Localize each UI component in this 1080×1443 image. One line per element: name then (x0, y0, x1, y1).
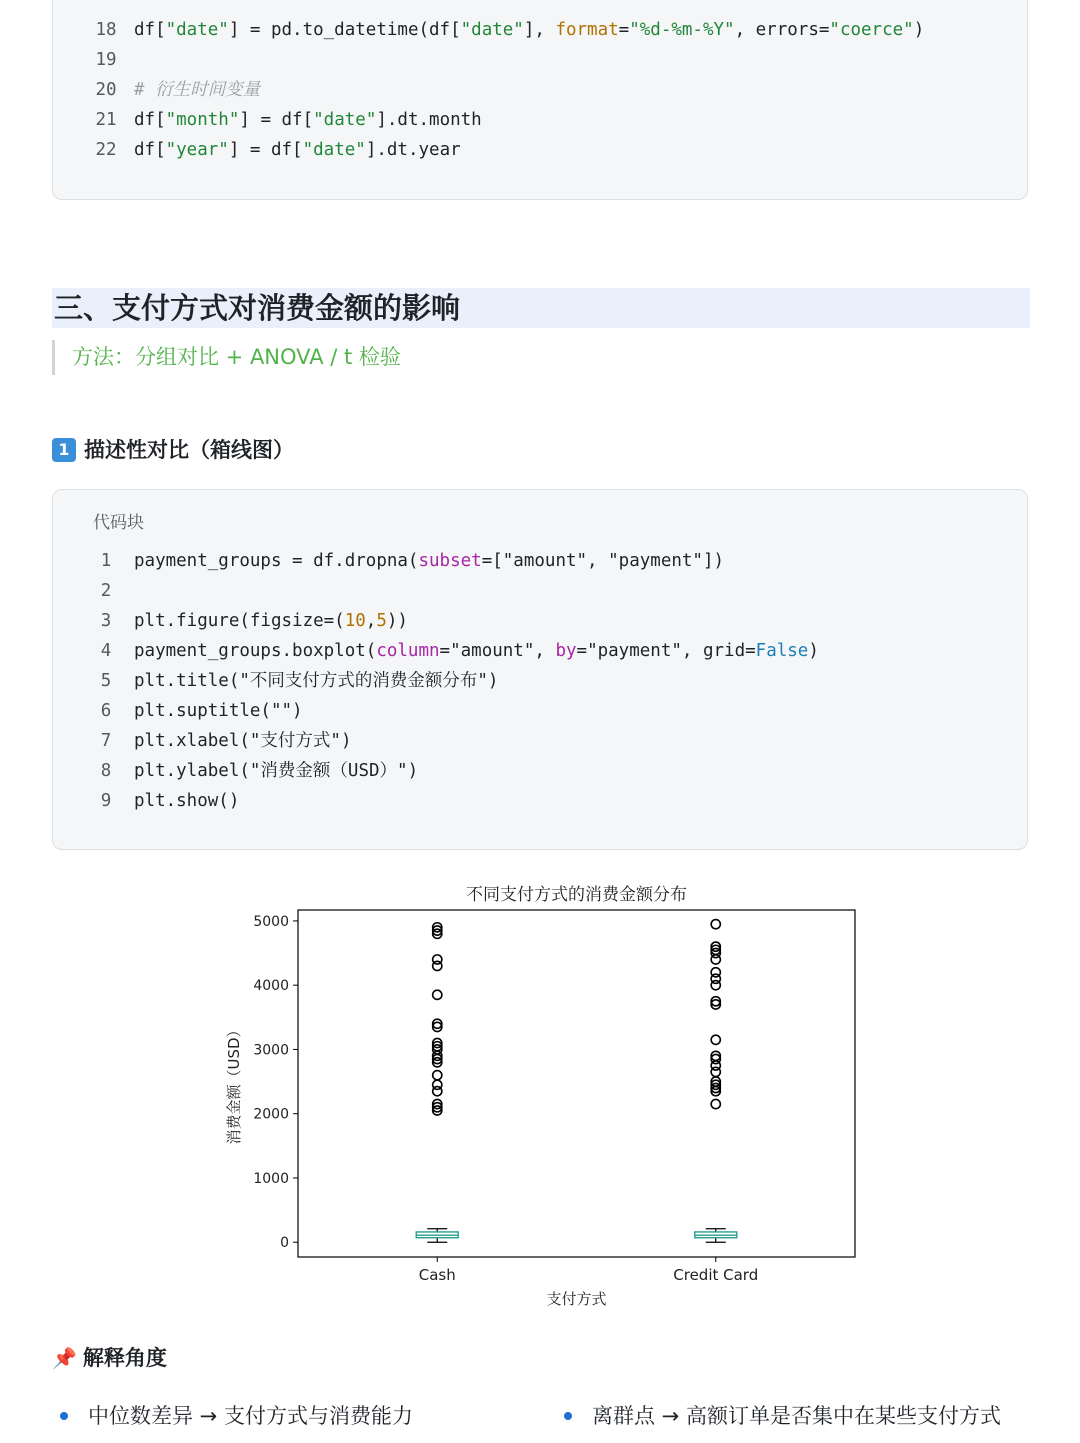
outlier-point (433, 1071, 442, 1080)
line-number: 8 (100, 761, 112, 781)
code-token: 10 (344, 611, 366, 631)
method-quote: 方法：分组对比 + ANOVA / t 检验 (52, 340, 401, 375)
list-item (56, 1400, 413, 1432)
code-token: = (618, 20, 630, 40)
code-line (53, 135, 1027, 165)
code-token: df[ (134, 140, 166, 160)
y-tick-label: 5000 (253, 913, 289, 930)
outlier-point (711, 968, 720, 977)
code-line (53, 606, 1027, 636)
code-token: ].dt.year (365, 140, 461, 160)
y-axis-label: 消费金额（USD） (225, 1022, 243, 1145)
code-token: ].dt.month (376, 110, 482, 130)
code-token: by (555, 641, 577, 661)
line-number: 6 (100, 701, 112, 721)
chart-title: 不同支付方式的消费金额分布 (466, 885, 687, 905)
x-tick-label: Cash (418, 1266, 456, 1284)
code-text (134, 135, 461, 165)
code-token: plt.figure(figsize=( (134, 611, 345, 631)
code-token: ) (808, 641, 819, 661)
code-token: plt.show() (134, 791, 240, 811)
outlier-point (433, 990, 442, 999)
code-token: , (365, 611, 377, 631)
code-text (134, 15, 924, 45)
code-token: ="payment", grid= (576, 641, 756, 661)
code-text (134, 726, 352, 756)
code-line (53, 546, 1027, 576)
outlier-point (711, 1099, 720, 1108)
x-axis-label: 支付方式 (546, 1290, 607, 1308)
code-token: plt.suptitle("") (134, 701, 303, 721)
code-token: ], (523, 20, 556, 40)
code-text (134, 756, 418, 786)
code-token: "%d-%m-%Y" (629, 20, 735, 40)
line-number: 2 (100, 581, 112, 601)
code-token: payment_groups = df.dropna( (134, 551, 419, 571)
line-number: 21 (95, 110, 117, 130)
line-number: 3 (100, 611, 112, 631)
code-text (134, 696, 303, 726)
code-token: "year" (165, 140, 229, 160)
x-tick-label: Credit Card (673, 1266, 759, 1284)
line-number: 7 (100, 731, 112, 751)
code-block-top (52, 0, 1028, 200)
y-tick-label: 3000 (253, 1042, 289, 1059)
code-block-main (52, 489, 1028, 850)
list-item-text: 离群点 → 高额订单是否集中在某些支付方式 (592, 1404, 1001, 1428)
code-token: df[ (134, 110, 166, 130)
code-text (134, 546, 724, 576)
code-token: "date" (460, 20, 524, 40)
interpretation-heading (52, 1342, 167, 1374)
code-token: format (555, 20, 619, 40)
line-number: 19 (95, 50, 117, 70)
line-number: 22 (95, 140, 117, 160)
list-item (560, 1400, 1001, 1432)
y-tick-label: 0 (280, 1235, 289, 1252)
bullet-dot-icon (60, 1412, 68, 1420)
y-tick-label: 4000 (253, 978, 289, 995)
code-token: ="amount", (439, 641, 556, 661)
list-item-text: 中位数差异 → 支付方式与消费能力 (88, 1404, 413, 1428)
code-token: "coerce" (829, 20, 914, 40)
code-token: column (376, 641, 440, 661)
code-token: ) (913, 20, 925, 40)
code-token: df[ (134, 20, 166, 40)
code-line (53, 696, 1027, 726)
code-token: subset (418, 551, 482, 571)
bullet-dot-icon (564, 1412, 572, 1420)
code-line (53, 15, 1027, 45)
code-token: 5 (376, 611, 387, 631)
outlier-point (433, 1080, 442, 1089)
code-token: "date" (302, 140, 366, 160)
code-token: plt.ylabel("消费金额（USD）") (134, 761, 419, 781)
code-token: )) (386, 611, 408, 631)
code-line (53, 105, 1027, 135)
line-number: 20 (95, 80, 117, 100)
code-lines (53, 546, 1027, 816)
code-text (134, 666, 498, 696)
code-line (53, 756, 1027, 786)
code-token: ] = df[ (228, 140, 303, 160)
code-token: ] = df[ (239, 110, 314, 130)
code-line (53, 636, 1027, 666)
code-text (134, 606, 408, 636)
subsection-title: 描述性对比（箱线图） (84, 438, 294, 462)
code-token: =["amount", "payment"]) (481, 551, 725, 571)
code-token: , errors= (734, 20, 830, 40)
line-number: 9 (100, 791, 112, 811)
y-tick-label: 1000 (253, 1170, 289, 1187)
outlier-point (711, 920, 720, 929)
section-heading: 三、支付方式对消费金额的影响 (52, 288, 1030, 328)
outlier-point (433, 955, 442, 964)
code-text (134, 786, 239, 816)
keycap-one-icon: 1 (52, 438, 76, 462)
code-token: payment_groups.boxplot( (134, 641, 377, 661)
line-number: 4 (100, 641, 112, 661)
interpretation-title: 解释角度 (82, 1346, 167, 1370)
boxplot-chart (210, 872, 880, 1322)
code-line (53, 45, 1027, 75)
code-token: "date" (165, 20, 229, 40)
line-number: 18 (95, 20, 117, 40)
code-token: "month" (165, 110, 240, 130)
line-number: 1 (100, 551, 112, 571)
code-line (53, 726, 1027, 756)
code-lines (53, 15, 1027, 165)
pushpin-icon: 📌 (52, 1346, 77, 1370)
code-token: "date" (313, 110, 377, 130)
code-line (53, 786, 1027, 816)
line-number: 5 (100, 671, 112, 691)
code-token: plt.xlabel("支付方式") (134, 731, 352, 751)
code-token: ] = pd.to_datetime(df[ (228, 20, 461, 40)
code-text (134, 105, 482, 135)
y-tick-label: 2000 (253, 1106, 289, 1123)
code-text (134, 75, 260, 105)
code-line (53, 576, 1027, 606)
outlier-point (711, 1035, 720, 1044)
plot-frame (298, 910, 855, 1257)
subsection-heading (52, 434, 294, 466)
code-token: # 衍生时间变量 (134, 80, 261, 100)
code-text (134, 636, 819, 666)
code-token: False (755, 641, 809, 661)
code-line (53, 75, 1027, 105)
code-block-label: 代码块 (93, 513, 144, 533)
code-line (53, 666, 1027, 696)
code-token: plt.title("不同支付方式的消费金额分布") (134, 671, 499, 691)
